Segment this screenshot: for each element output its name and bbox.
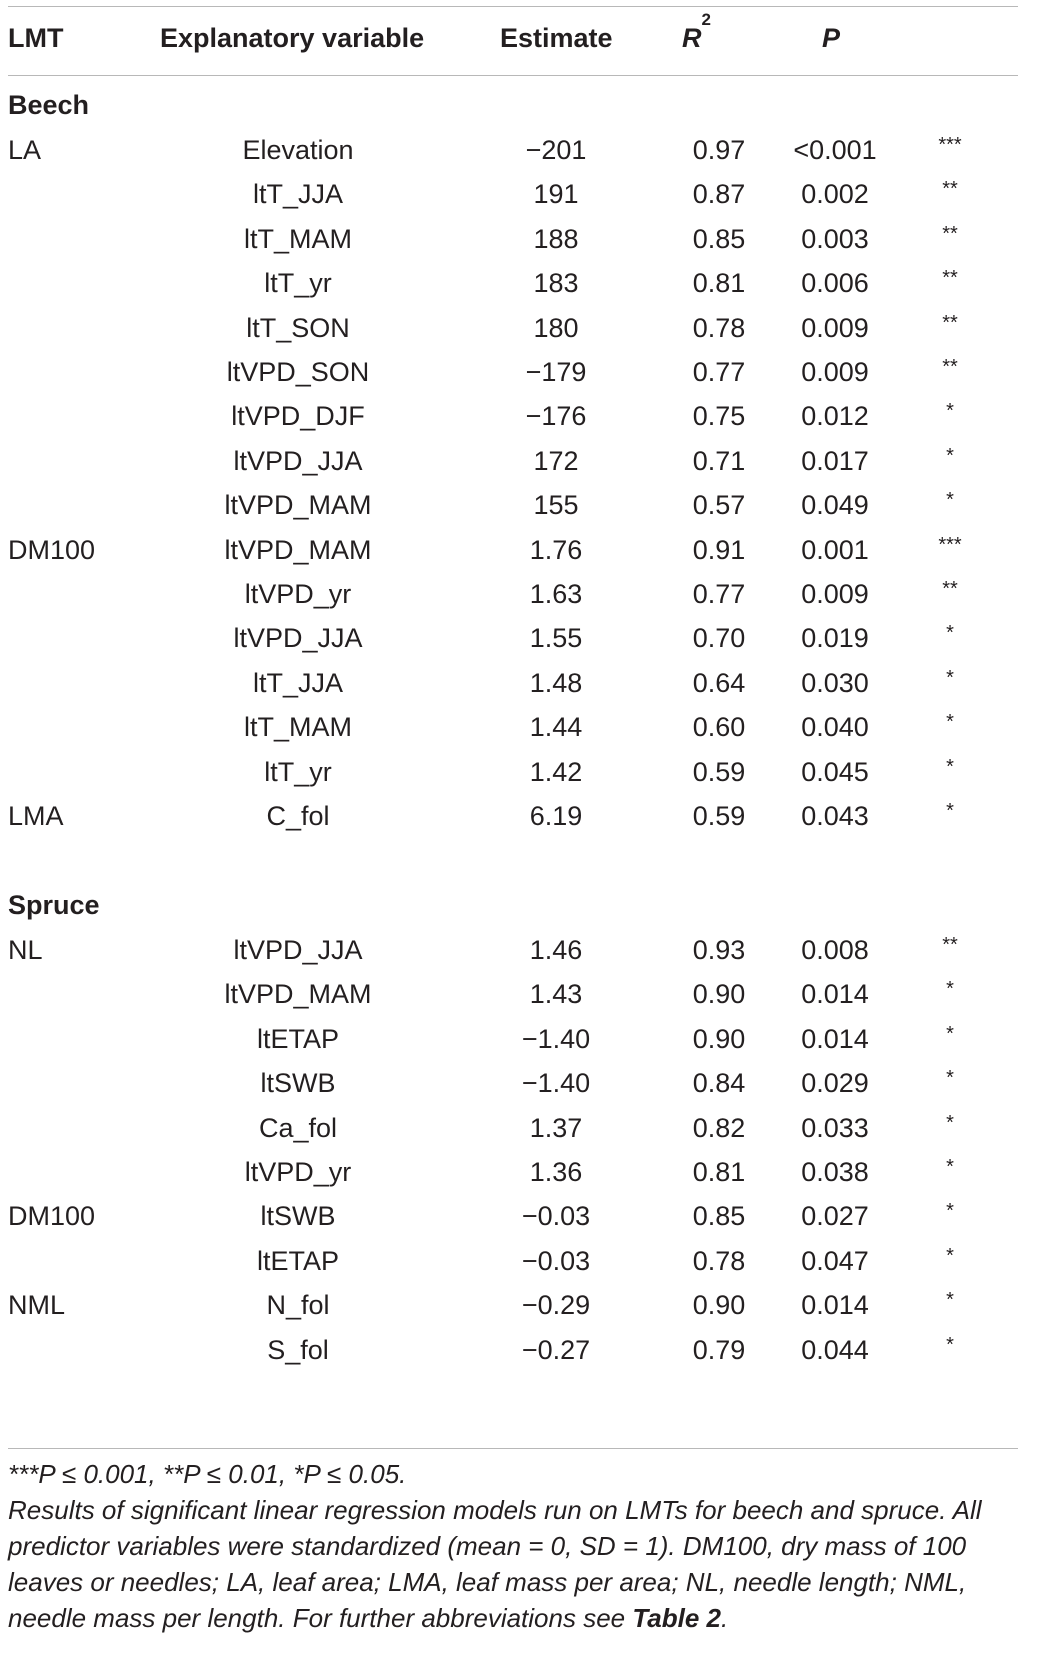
table-row	[0, 1016, 1045, 1062]
estimate-cell: −1.40	[521, 1068, 591, 1099]
table-row	[0, 793, 1045, 839]
p-value-cell: 0.029	[801, 1068, 869, 1099]
variable-cell: ltVPD_MAM	[224, 534, 372, 565]
lmt-cell: LA	[8, 135, 42, 165]
variable-cell: ltSWB	[260, 1068, 336, 1099]
significance-cell: *	[946, 1333, 954, 1356]
group-label: Spruce	[8, 890, 100, 920]
table-row	[0, 749, 1045, 795]
significance-cell: ***	[938, 533, 962, 556]
significance-cell: *	[946, 1111, 954, 1134]
table-row	[0, 216, 1045, 262]
variable-cell: ltT_SON	[246, 312, 350, 343]
table-row	[0, 1282, 1045, 1328]
p-value-cell: 0.033	[801, 1112, 869, 1143]
group-label: Beech	[8, 90, 90, 120]
lmt-cell: NL	[8, 935, 43, 965]
p-value-cell: <0.001	[793, 135, 877, 165]
lmt-cell: DM100	[8, 1201, 96, 1232]
estimate-cell: 1.76	[529, 534, 583, 565]
table-row	[0, 1193, 1045, 1239]
variable-cell: ltETAP	[256, 1245, 339, 1276]
table-row	[0, 1149, 1045, 1195]
r-squared-cell: 0.97	[692, 135, 746, 165]
group-row	[0, 882, 1045, 928]
significance-cell: *	[946, 1244, 954, 1267]
estimate-cell: −0.03	[521, 1245, 591, 1276]
table-row	[0, 305, 1045, 351]
lmt-cell: NML	[8, 1290, 66, 1321]
r-squared-cell: 0.71	[692, 445, 746, 476]
r-squared-cell: 0.85	[692, 1201, 746, 1232]
r-squared-cell: 0.90	[692, 979, 746, 1010]
table-row	[0, 571, 1045, 617]
significance-cell: *	[946, 711, 954, 734]
significance-cell: *	[946, 755, 954, 778]
table-row	[0, 615, 1045, 661]
estimate-cell: 183	[533, 268, 579, 299]
p-value-cell: 0.014	[801, 1290, 869, 1321]
variable-cell: ltVPD_MAM	[224, 490, 372, 521]
table-row	[0, 1327, 1045, 1373]
p-value-cell: 0.044	[801, 1334, 869, 1365]
r-squared-cell: 0.91	[692, 534, 746, 565]
estimate-cell: 180	[533, 312, 579, 343]
p-value-cell: 0.002	[801, 179, 869, 210]
r-squared-cell: 0.59	[692, 756, 746, 787]
significance-cell: *	[946, 1156, 954, 1178]
lmt-cell: LMA	[8, 801, 64, 831]
r-squared-cell: 0.93	[692, 935, 746, 965]
variable-cell: ltVPD_MAM	[224, 979, 372, 1010]
r-squared-cell: 0.70	[692, 623, 746, 654]
significance-cell: *	[946, 489, 954, 512]
p-value-cell: 0.045	[801, 756, 869, 787]
r-squared-cell: 0.75	[692, 401, 746, 432]
variable-cell: ltVPD_yr	[244, 1157, 352, 1187]
p-value-cell: 0.014	[801, 1023, 869, 1054]
significance-cell: *	[946, 666, 954, 689]
significance-cell: *	[946, 978, 954, 1001]
r-squared-cell: 0.78	[692, 1245, 746, 1276]
p-value-cell: 0.017	[801, 445, 869, 476]
p-value-cell: 0.019	[801, 623, 869, 654]
table-row	[0, 1105, 1045, 1151]
r-squared-cell: 0.81	[692, 268, 746, 299]
variable-cell: N_fol	[266, 1290, 330, 1321]
variable-cell: C_fol	[266, 801, 330, 831]
r-squared-cell: 0.77	[692, 357, 746, 387]
variable-cell: ltT_MAM	[244, 712, 352, 743]
significance-cell: ***	[938, 134, 962, 156]
estimate-cell: 191	[533, 179, 579, 210]
estimate-cell: 1.55	[529, 623, 583, 654]
variable-cell: ltT_yr	[264, 756, 332, 787]
estimate-cell: 172	[533, 445, 579, 476]
p-value-cell: 0.040	[801, 712, 869, 743]
significance-cell: *	[946, 1289, 954, 1312]
significance-cell: *	[946, 1067, 954, 1090]
significance-cell: *	[946, 444, 954, 467]
p-value-cell: 0.030	[801, 667, 869, 698]
p-value-cell: 0.001	[801, 534, 869, 565]
variable-cell: ltVPD_yr	[244, 579, 352, 609]
significance-cell: *	[946, 1022, 954, 1045]
significance-footnote: ***P ≤ 0.001, **P ≤ 0.01, *P ≤ 0.05.	[8, 1459, 407, 1489]
r-squared-cell: 0.90	[692, 1290, 746, 1321]
p-value-cell: 0.006	[801, 268, 869, 299]
header-r-squared-base: R	[682, 23, 702, 53]
estimate-cell: −0.03	[521, 1201, 591, 1232]
p-value-cell: 0.003	[801, 223, 869, 254]
significance-cell: **	[942, 311, 958, 334]
header-lmt: LMT	[8, 23, 64, 53]
r-squared-cell: 0.78	[692, 312, 746, 343]
lmt-cell: DM100	[8, 534, 96, 565]
estimate-cell: −179	[525, 357, 587, 387]
table-reference-link[interactable]: Table 2	[632, 1603, 721, 1633]
variable-cell: ltVPD_DJF	[231, 401, 365, 432]
p-value-cell: 0.043	[801, 801, 869, 831]
r-squared-cell: 0.60	[692, 712, 746, 743]
header-r-squared-sup: 2	[701, 10, 711, 29]
significance-cell: **	[942, 578, 958, 600]
header-estimate: Estimate	[500, 23, 613, 53]
significance-cell: *	[946, 1200, 954, 1223]
r-squared-cell: 0.57	[692, 490, 746, 521]
p-value-cell: 0.014	[801, 979, 869, 1010]
estimate-cell: 1.43	[529, 979, 583, 1010]
variable-cell: ltT_yr	[264, 268, 332, 299]
significance-cell: **	[942, 178, 958, 201]
r-squared-cell: 0.79	[692, 1334, 746, 1365]
estimate-cell: 1.48	[529, 667, 583, 698]
estimate-cell: 1.63	[529, 579, 583, 609]
table-row	[0, 704, 1045, 750]
r-squared-cell: 0.84	[692, 1068, 746, 1099]
r-squared-cell: 0.87	[692, 179, 746, 210]
table-row	[0, 971, 1045, 1017]
header-explanatory-variable: Explanatory variable	[160, 23, 425, 53]
p-value-cell: 0.047	[801, 1245, 869, 1276]
estimate-cell: −176	[525, 401, 587, 432]
estimate-cell: 1.42	[529, 756, 583, 787]
p-value-cell: 0.038	[801, 1157, 869, 1187]
variable-cell: S_fol	[267, 1334, 329, 1365]
significance-cell: **	[942, 222, 958, 245]
table-caption	[8, 1492, 1028, 1636]
table-row	[0, 438, 1045, 484]
estimate-cell: 155	[533, 490, 579, 521]
table-row	[0, 527, 1045, 573]
significance-cell: *	[946, 800, 954, 822]
significance-cell: **	[942, 934, 958, 956]
table-row	[0, 1238, 1045, 1284]
p-value-cell: 0.027	[801, 1201, 869, 1232]
header-r-squared	[682, 10, 711, 61]
p-value-cell: 0.049	[801, 490, 869, 521]
estimate-cell: −201	[525, 135, 587, 165]
caption-text: Results of significant linear regression models run on LMTs for beech and spruce. All predictor variables were standardized (mean = 0, SD = 1). DM100, dry mass of 100 leaves or needles; LA, leaf area; LMA, leaf mass per area; NL, needle length; NML, needle mass per length. For further abbreviations see	[8, 1495, 982, 1633]
table-header	[0, 10, 1045, 61]
variable-cell: ltT_MAM	[244, 223, 352, 254]
estimate-cell: 6.19	[529, 801, 583, 831]
significance-cell: *	[946, 622, 954, 645]
p-value-cell: 0.012	[801, 401, 869, 432]
r-squared-cell: 0.82	[692, 1112, 746, 1143]
variable-cell: ltT_JJA	[252, 667, 344, 698]
significance-cell: **	[942, 267, 958, 290]
table-row	[0, 127, 1045, 173]
caption-end: .	[720, 1603, 729, 1633]
variable-cell: ltT_JJA	[252, 179, 344, 210]
estimate-cell: 1.36	[529, 1157, 583, 1187]
table-row	[0, 1060, 1045, 1106]
table-row	[0, 660, 1045, 706]
r-squared-cell: 0.59	[692, 801, 746, 831]
group-row	[0, 82, 1045, 128]
variable-cell: ltVPD_JJA	[233, 623, 363, 654]
header-rule	[8, 75, 1018, 76]
variable-cell: ltVPD_SON	[226, 357, 370, 387]
variable-cell: Ca_fol	[258, 1112, 338, 1143]
table-row	[0, 171, 1045, 217]
variable-cell: ltVPD_JJA	[233, 935, 363, 965]
variable-cell: ltSWB	[260, 1201, 336, 1232]
r-squared-cell: 0.81	[692, 1157, 746, 1187]
p-value-cell: 0.009	[801, 312, 869, 343]
variable-cell: ltVPD_JJA	[233, 445, 363, 476]
table-row	[0, 260, 1045, 306]
estimate-cell: 1.46	[529, 935, 583, 965]
estimate-cell: −0.27	[521, 1334, 591, 1365]
p-value-cell: 0.008	[801, 935, 869, 965]
estimate-cell: 1.37	[529, 1112, 583, 1143]
table-row	[0, 349, 1045, 395]
table-row	[0, 393, 1045, 439]
r-squared-cell: 0.85	[692, 223, 746, 254]
r-squared-cell: 0.90	[692, 1023, 746, 1054]
header-p: P	[822, 23, 841, 53]
estimate-cell: −1.40	[521, 1023, 591, 1054]
table-row	[0, 927, 1045, 973]
significance-cell: *	[946, 400, 954, 423]
estimate-cell: 1.44	[529, 712, 583, 743]
estimate-cell: 188	[533, 223, 579, 254]
p-value-cell: 0.009	[801, 357, 869, 387]
r-squared-cell: 0.77	[692, 579, 746, 609]
r-squared-cell: 0.64	[692, 667, 746, 698]
top-rule	[8, 6, 1018, 7]
bottom-rule	[8, 1448, 1018, 1449]
table-row	[0, 482, 1045, 528]
variable-cell: ltETAP	[256, 1023, 339, 1054]
p-value-cell: 0.009	[801, 579, 869, 609]
significance-cell: **	[942, 356, 958, 378]
variable-cell: Elevation	[242, 135, 354, 165]
estimate-cell: −0.29	[521, 1290, 591, 1321]
